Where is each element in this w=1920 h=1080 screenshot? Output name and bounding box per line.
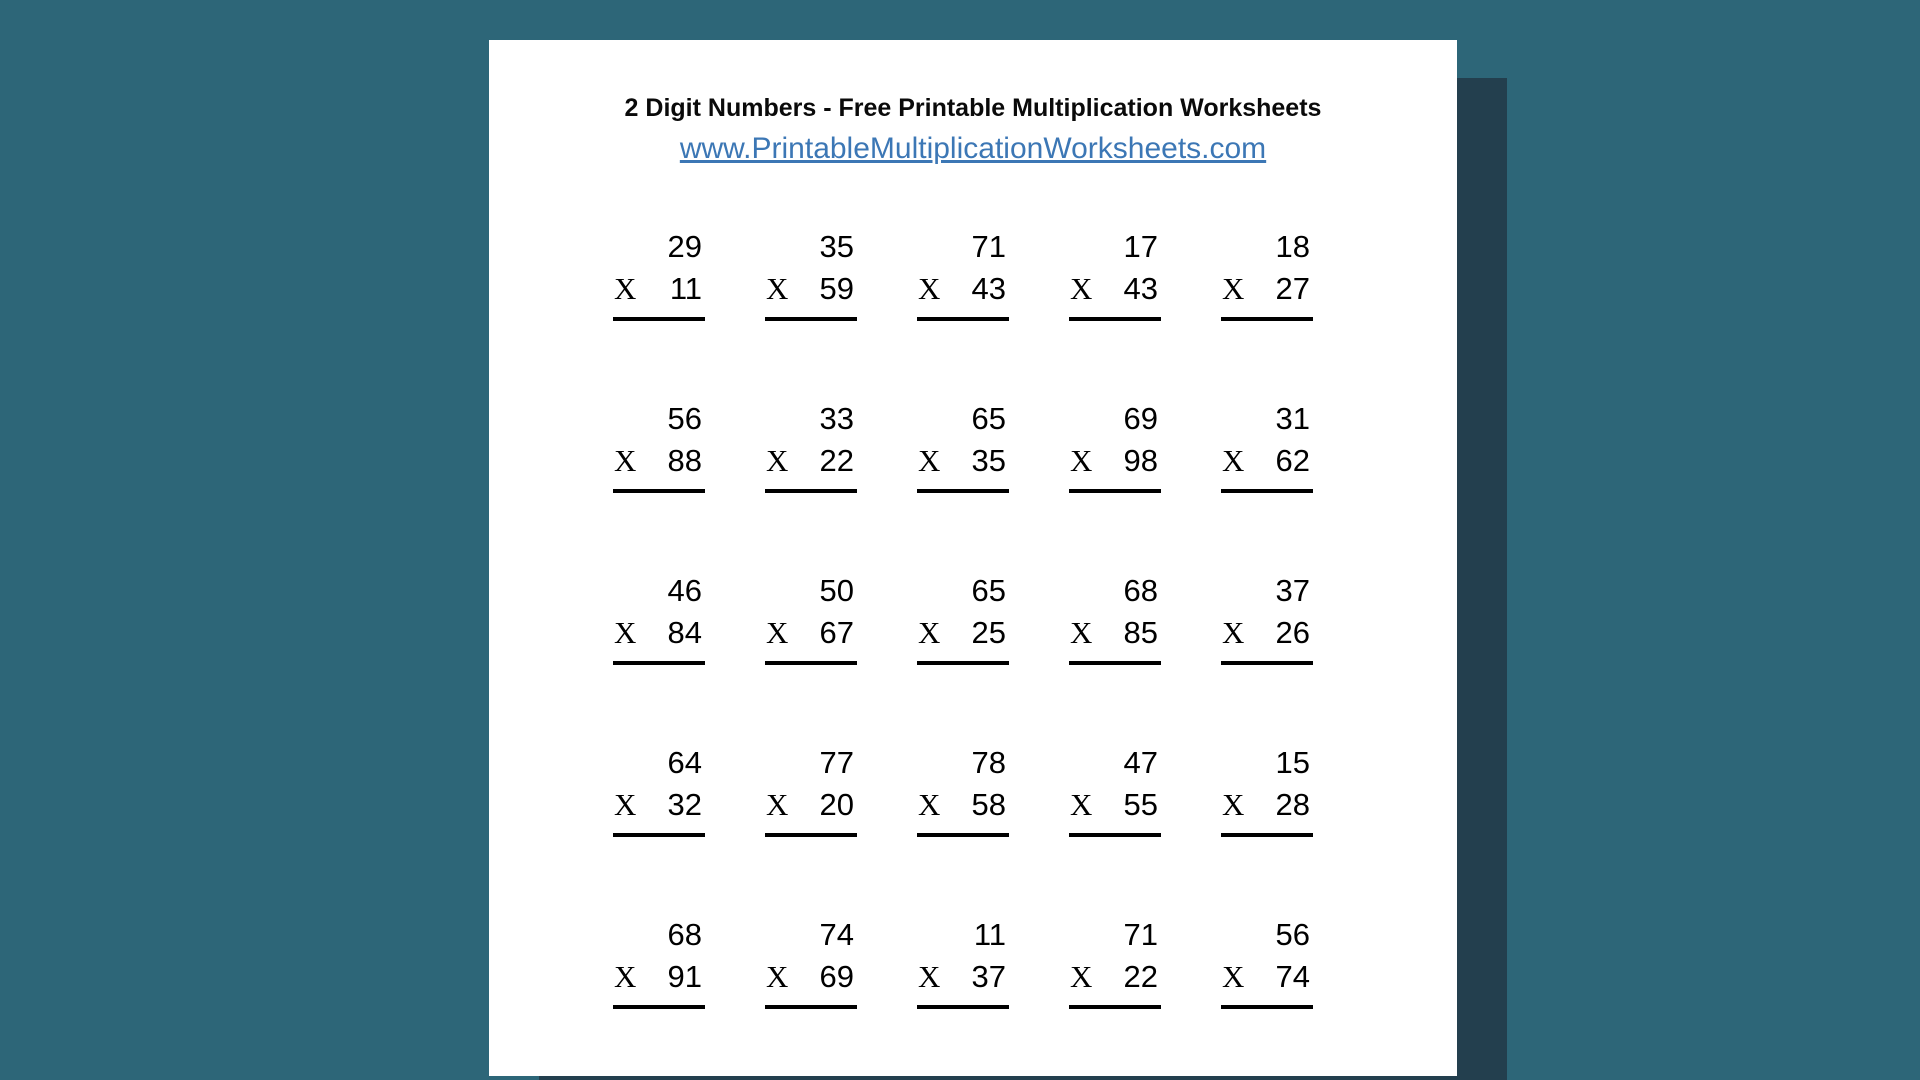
multiplication-problem: [1069, 226, 1161, 321]
multiplier: 85: [1123, 615, 1158, 650]
multiplier: 84: [667, 615, 702, 650]
multiply-operator: X: [766, 443, 789, 478]
multiplication-problem: [765, 226, 857, 321]
multiply-operator: X: [766, 787, 789, 822]
multiplication-problem: [765, 398, 857, 493]
multiplication-problem: [917, 570, 1009, 665]
answer-line: [765, 489, 857, 493]
multiplier-row: [1221, 612, 1313, 654]
multiplier: 69: [819, 959, 854, 994]
multiplicand: 35: [819, 229, 854, 264]
multiply-operator: X: [1070, 443, 1093, 478]
multiplication-problem: [917, 398, 1009, 493]
multiply-operator: X: [1070, 959, 1093, 994]
multiplicand: 71: [971, 229, 1006, 264]
multiplier: 58: [971, 787, 1006, 822]
multiplier-row: [765, 612, 857, 654]
multiply-operator: X: [614, 271, 637, 306]
multiplicand: 68: [667, 917, 702, 952]
multiplier: 91: [667, 959, 702, 994]
multiplication-problem: [917, 742, 1009, 837]
multiplier: 27: [1275, 271, 1310, 306]
answer-line: [917, 833, 1009, 837]
multiply-operator: X: [918, 787, 941, 822]
multiply-operator: X: [1222, 271, 1245, 306]
multiplier: 67: [819, 615, 854, 650]
multiplicand: 56: [1275, 917, 1310, 952]
multiply-operator: X: [614, 443, 637, 478]
multiplication-problem: [1221, 570, 1313, 665]
answer-line: [1069, 1005, 1161, 1009]
multiplier: 62: [1275, 443, 1310, 478]
multiplier-row: [917, 956, 1009, 998]
multiply-operator: X: [1222, 787, 1245, 822]
multiply-operator: X: [614, 615, 637, 650]
multiplier: 11: [669, 271, 702, 306]
multiplication-problem: [1069, 742, 1161, 837]
multiplier-row: [613, 956, 705, 998]
multiplier: 35: [971, 443, 1006, 478]
website-link[interactable]: www.PrintableMultiplicationWorksheets.com: [679, 132, 1267, 165]
multiplier-row: [1221, 268, 1313, 310]
multiplication-problem: [613, 742, 705, 837]
answer-line: [613, 317, 705, 321]
multiply-operator: X: [918, 959, 941, 994]
multiply-operator: X: [1222, 959, 1245, 994]
answer-line: [1221, 317, 1313, 321]
multiplier-row: [1069, 268, 1161, 310]
multiplier-row: [613, 612, 705, 654]
multiplier: 74: [1275, 959, 1310, 994]
multiplicand: 11: [973, 917, 1006, 952]
multiply-operator: X: [1222, 615, 1245, 650]
answer-line: [1221, 1005, 1313, 1009]
multiply-operator: X: [918, 271, 941, 306]
answer-line: [917, 661, 1009, 665]
multiplicand: 68: [1123, 573, 1158, 608]
multiplier-row: [1069, 956, 1161, 998]
answer-line: [613, 1005, 705, 1009]
multiply-operator: X: [766, 271, 789, 306]
multiplicand: 18: [1275, 229, 1310, 264]
answer-line: [1221, 489, 1313, 493]
multiply-operator: X: [1070, 787, 1093, 822]
worksheet-header: [489, 40, 1457, 166]
multiplier-row: [1069, 612, 1161, 654]
answer-line: [1069, 317, 1161, 321]
multiplier-row: [917, 612, 1009, 654]
multiplier-row: [613, 440, 705, 482]
answer-line: [765, 1005, 857, 1009]
multiply-operator: X: [1070, 271, 1093, 306]
multiplicand: 31: [1275, 401, 1310, 436]
multiplier: 22: [1123, 959, 1158, 994]
multiplicand: 56: [667, 401, 702, 436]
answer-line: [1069, 489, 1161, 493]
multiplier: 37: [971, 959, 1006, 994]
multiplier: 43: [971, 271, 1006, 306]
multiplicand: 77: [819, 745, 854, 780]
multiplication-problem: [1069, 914, 1161, 1009]
multiplier-row: [765, 268, 857, 310]
multiplication-problem: [1221, 914, 1313, 1009]
multiply-operator: X: [1070, 615, 1093, 650]
multiplication-problem: [917, 914, 1009, 1009]
answer-line: [917, 1005, 1009, 1009]
multiply-operator: X: [614, 787, 637, 822]
multiplier: 25: [971, 615, 1006, 650]
page-title: 2 Digit Numbers - Free Printable Multiplication Worksheets: [624, 94, 1322, 122]
multiplication-problem: [1221, 398, 1313, 493]
answer-line: [917, 489, 1009, 493]
answer-line: [917, 317, 1009, 321]
multiplier: 43: [1123, 271, 1158, 306]
multiplicand: 69: [1123, 401, 1158, 436]
multiplicand: 29: [667, 229, 702, 264]
multiplier-row: [917, 784, 1009, 826]
multiplier-row: [765, 784, 857, 826]
multiplication-problem: [765, 914, 857, 1009]
multiplicand: 50: [819, 573, 854, 608]
answer-line: [1069, 833, 1161, 837]
multiplier: 22: [819, 443, 854, 478]
worksheet-page: [489, 40, 1457, 1076]
multiply-operator: X: [918, 615, 941, 650]
multiplier: 88: [667, 443, 702, 478]
multiplicand: 78: [971, 745, 1006, 780]
answer-line: [1221, 833, 1313, 837]
multiplication-problem: [1221, 742, 1313, 837]
multiplicand: 65: [971, 573, 1006, 608]
multiplication-problem: [613, 570, 705, 665]
multiply-operator: X: [614, 959, 637, 994]
multiplier-row: [765, 956, 857, 998]
multiply-operator: X: [766, 615, 789, 650]
multiplicand: 47: [1123, 745, 1158, 780]
answer-line: [613, 833, 705, 837]
multiply-operator: X: [918, 443, 941, 478]
multiplier: 98: [1123, 443, 1158, 478]
multiplication-problem: [613, 914, 705, 1009]
answer-line: [613, 489, 705, 493]
multiplicand: 33: [819, 401, 854, 436]
multiplier-row: [765, 440, 857, 482]
answer-line: [1221, 661, 1313, 665]
multiplier: 32: [667, 787, 702, 822]
multiplier-row: [917, 268, 1009, 310]
multiplicand: 71: [1123, 917, 1158, 952]
answer-line: [765, 317, 857, 321]
multiplicand: 65: [971, 401, 1006, 436]
multiplier-row: [1221, 440, 1313, 482]
multiplicand: 46: [667, 573, 702, 608]
multiplicand: 17: [1123, 229, 1158, 264]
multiplicand: 64: [667, 745, 702, 780]
multiplier: 20: [819, 787, 854, 822]
multiplication-problem: [613, 226, 705, 321]
multiplication-problem: [765, 570, 857, 665]
multiplier-row: [1069, 440, 1161, 482]
answer-line: [765, 833, 857, 837]
multiplication-problem: [917, 226, 1009, 321]
multiplier-row: [1069, 784, 1161, 826]
multiplier-row: [1221, 956, 1313, 998]
multiplier: 26: [1275, 615, 1310, 650]
multiplier: 28: [1275, 787, 1310, 822]
multiplicand: 74: [819, 917, 854, 952]
multiplication-problem: [613, 398, 705, 493]
multiplier-row: [917, 440, 1009, 482]
multiplication-problem: [1069, 570, 1161, 665]
multiplication-problem: [1221, 226, 1313, 321]
multiplicand: 15: [1275, 745, 1310, 780]
answer-line: [1069, 661, 1161, 665]
multiplier-row: [1221, 784, 1313, 826]
multiplicand: 37: [1275, 573, 1310, 608]
multiplier: 59: [819, 271, 854, 306]
multiplication-problem: [1069, 398, 1161, 493]
answer-line: [613, 661, 705, 665]
answer-line: [765, 661, 857, 665]
multiplier-row: [613, 784, 705, 826]
multiplier: 55: [1123, 787, 1158, 822]
multiplier-row: [613, 268, 705, 310]
multiply-operator: X: [766, 959, 789, 994]
multiply-operator: X: [1222, 443, 1245, 478]
multiplication-problem: [765, 742, 857, 837]
